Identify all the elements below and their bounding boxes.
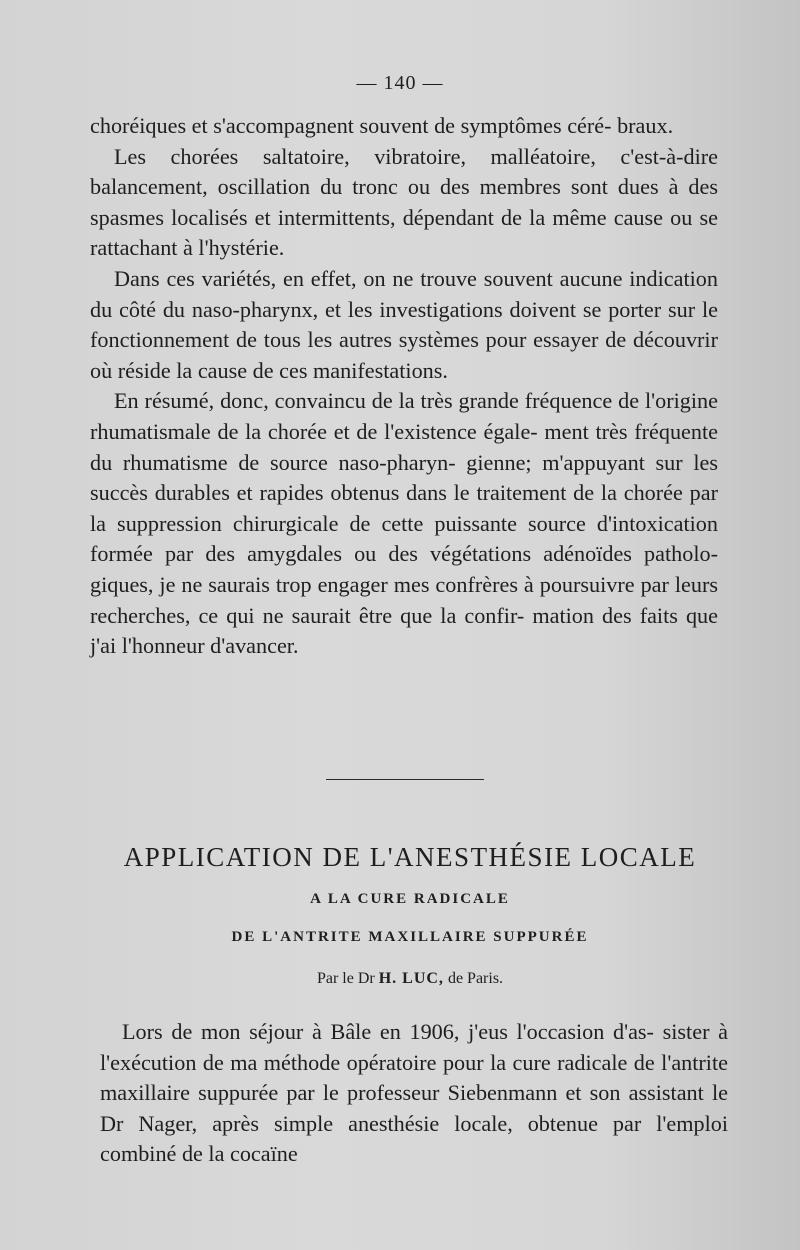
page-number: — 140 — (356, 72, 444, 94)
body-text-article (100, 1017, 728, 1170)
paragraph-2: Les chorées saltatoire, vibratoire, malléatoire, c'est-à-dire balancement, oscillation du tronc ou des membres sont dues à des spasmes localisés et intermittents, dépendant de la même cause ou se rattachant à l'hystérie. (90, 143, 718, 261)
paragraph-1: choréiques et s'accompagnent souvent de symptômes céré- braux. (90, 113, 674, 138)
byline-suffix: de Paris. (447, 970, 504, 987)
article-subtitle-2: DE L'ANTRITE MAXILLAIRE SUPPURÉE (231, 929, 589, 945)
article-paragraph: Lors de mon séjour à Bâle en 1906, j'eus l'occasion d'as- sister à l'exécution de ma méthode opératoire pour la cure radicale de l'antrite maxillaire suppurée par le professeur Siebenmann et son assistant le Dr Nager, après simple anesthésie locale, obtenue par l'emploi combiné de la cocaïne (100, 1019, 728, 1167)
paragraph-3: Dans ces variétés, en effet, on ne trouve souvent aucune indication du côté du naso-pharynx, et les investigations doivent se porter sur le fonctionnement de tous les autres systèmes pour essayer de découvrir où réside la cause de ces manifestations. (90, 265, 718, 383)
section-divider (326, 779, 484, 780)
body-text-top (90, 111, 718, 662)
byline-author: H. LUC, (378, 970, 444, 987)
article-title: APPLICATION DE L'ANESTHÉSIE LOCALE (123, 842, 697, 872)
article-subtitle-1: A LA CURE RADICALE (310, 891, 510, 907)
article-byline (0, 970, 800, 988)
paragraph-4: En résumé, donc, convaincu de la très grande fréquence de l'origine rhumatismale de la chorée et de l'existence égale- ment très fréquente du rhumatisme de source naso-pharyn- gienne; m'appuyant sur les succès durables et rapides obtenus dans le traitement de la chorée par la suppression chirurgicale de cette puissante source d'intoxication formée par des amygdales ou des végétations adénoïdes patholo- giques, je ne saurais trop engager mes confrères à poursuivre par leurs recherches, ce qui ne saurait être que la confir- mation des faits que j'ai l'honneur d'avancer. (90, 388, 718, 659)
byline-prefix: Par le Dr (316, 970, 375, 987)
